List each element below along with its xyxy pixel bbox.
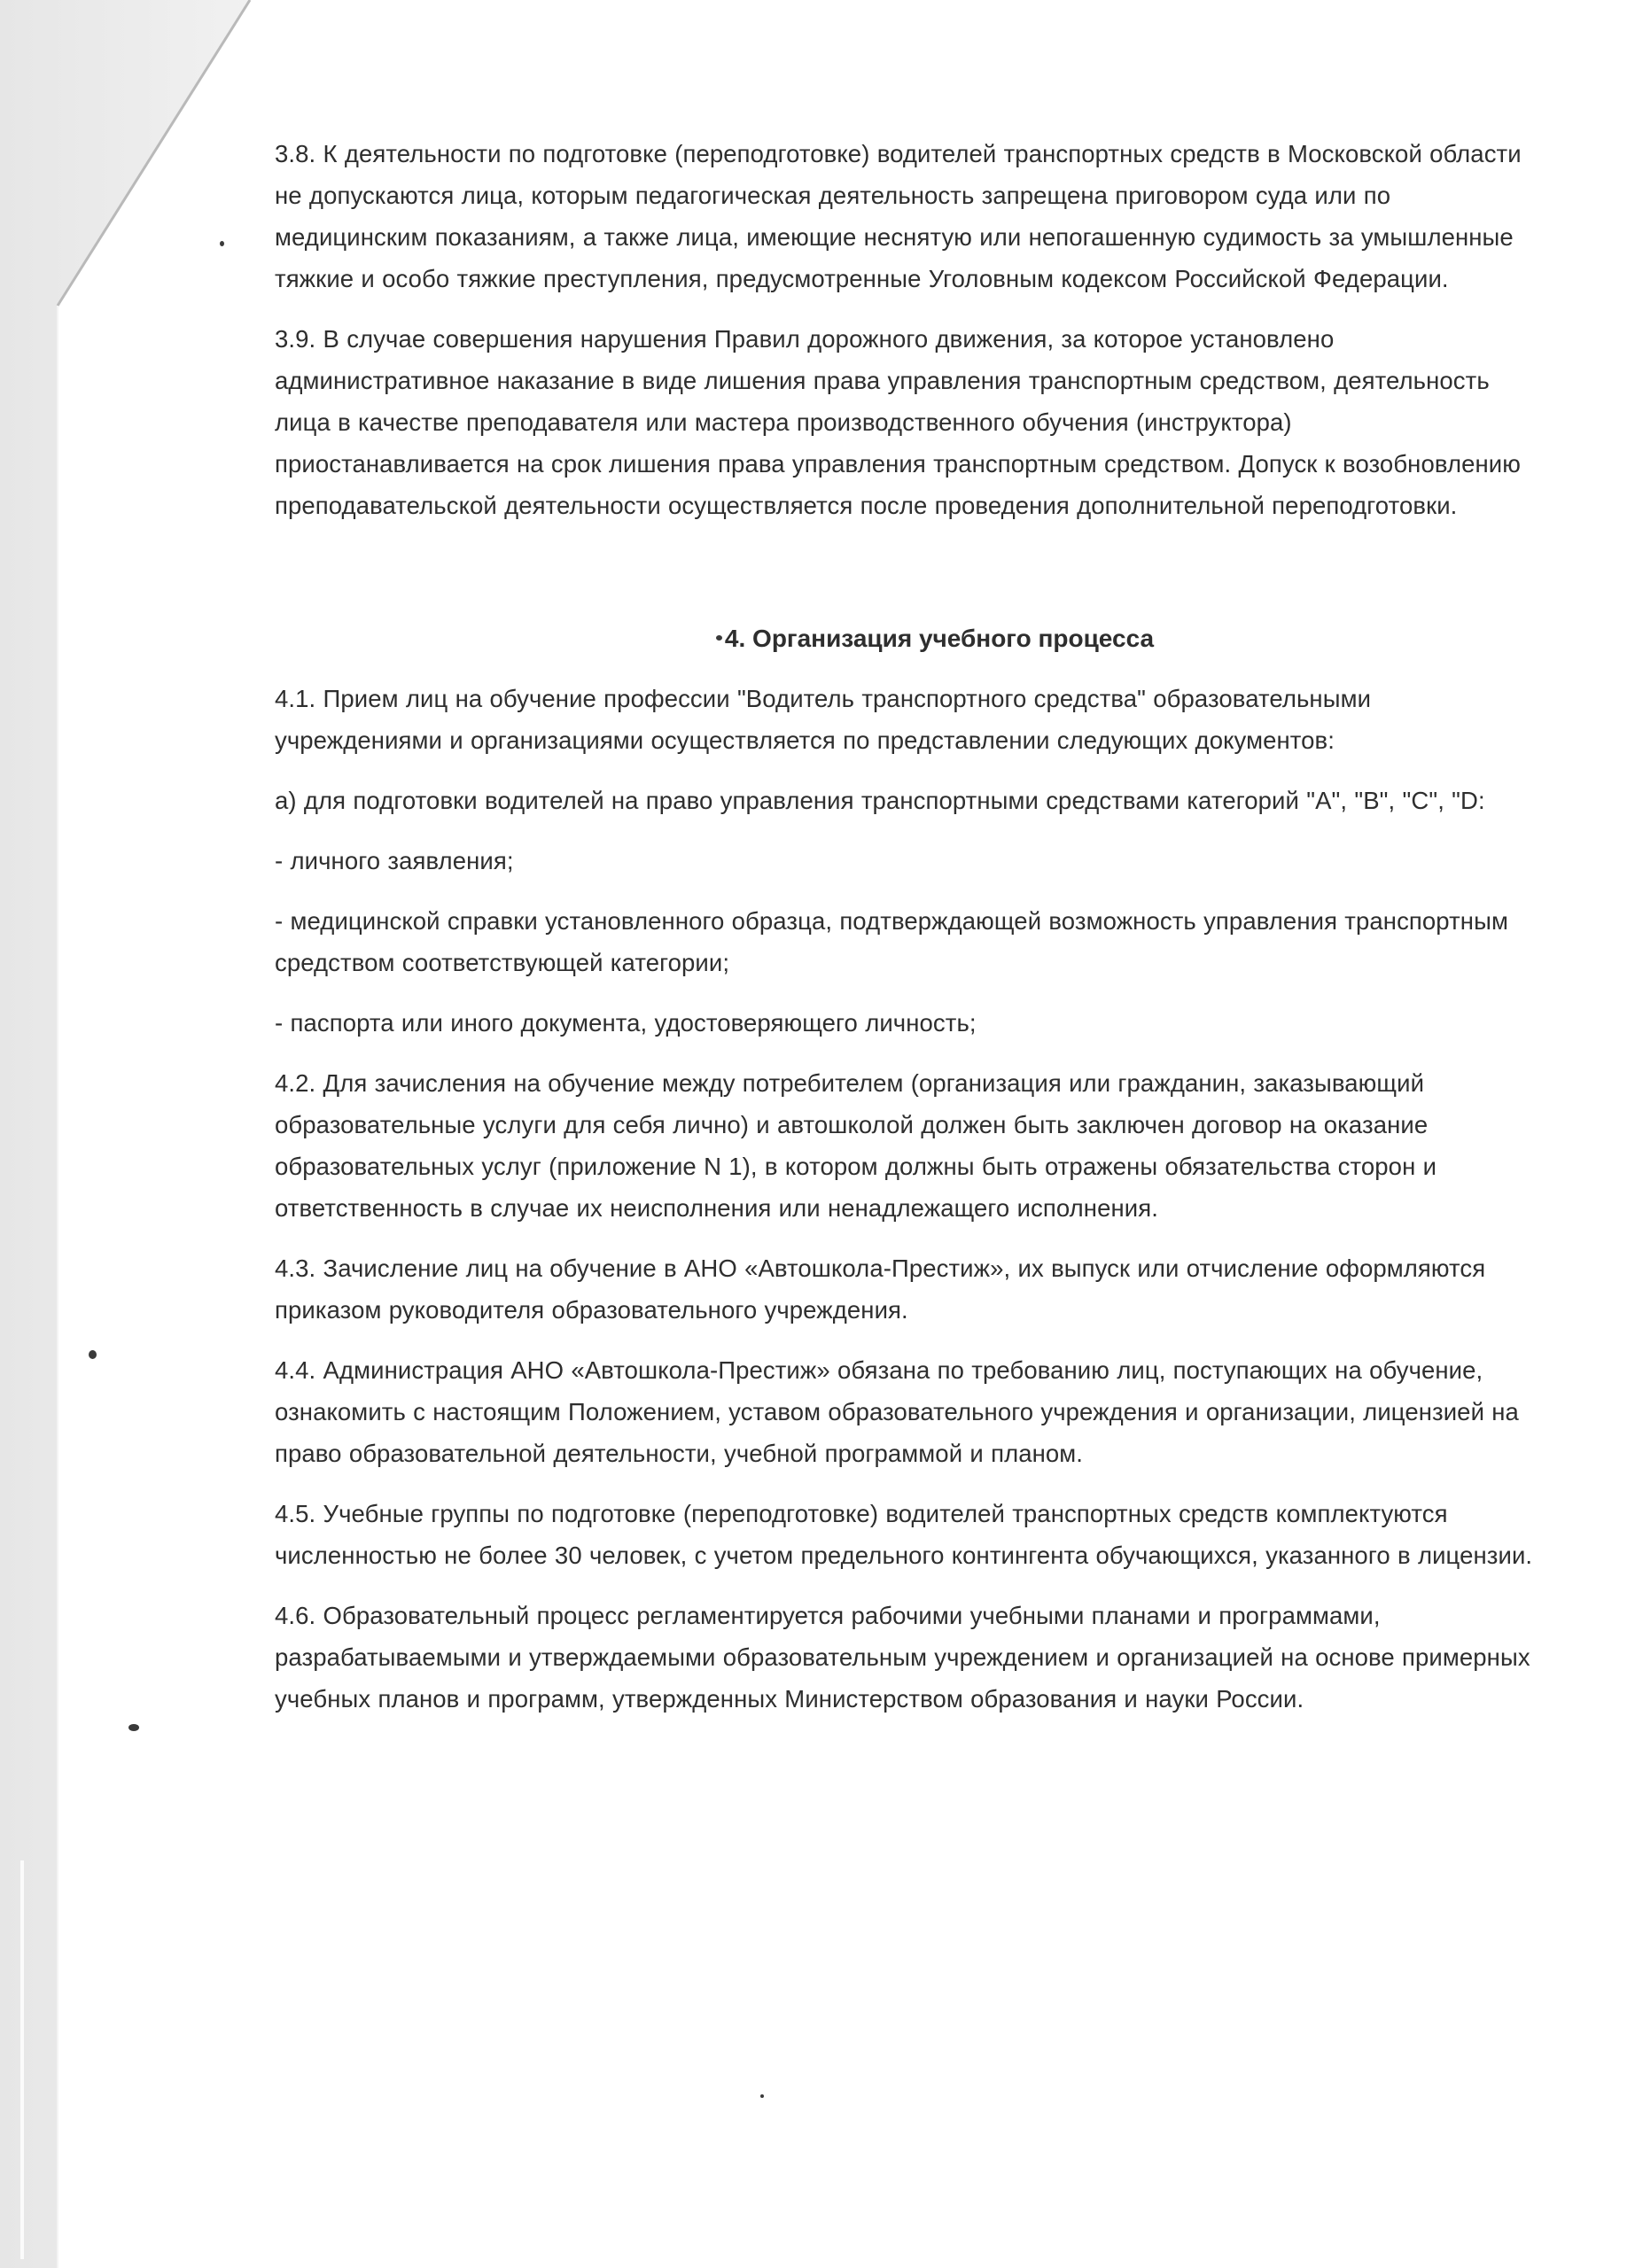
paragraph-4-6: 4.6. Образовательный процесс регламентируется рабочими учебными планами и программами, разрабатываемыми и утверждаемыми образовательным учреждением и организацией на основе примерных учебных планов и программ, утвержденных Министерством образования и науки России. <box>275 1602 1530 1713</box>
paragraph-4-2: 4.2. Для зачисления на обучение между потребителем (организация или гражданин, заказывающий образовательные услуги для себя лично) и автошколой должен быть заключен договор на оказание образовательных услуг (приложение N 1), в котором должны быть отражены обязательства сторон и ответственность в случае их неисполнения или ненадлежащего исполнения. <box>275 1069 1437 1222</box>
scan-speck <box>89 1350 97 1359</box>
list-item-application: - личного заявления; <box>275 847 514 874</box>
scan-speck <box>220 241 224 246</box>
document-page <box>275 133 1533 1738</box>
paragraph-3-9: 3.9. В случае совершения нарушения Правил дорожного движения, за которое установлено административное наказание в виде лишения права управления транспортным средством, деятельность лица в качестве преподавателя или мастера производственного обучения (инструктора) приостанавливается на срок лишения права управления транспортным средством. Допуск к возобновлению преподавательской деятельности осуществляется после проведения дополнительной переподготовки. <box>275 325 1521 519</box>
paragraph-4-4: 4.4. Администрация АНО «Автошкола-Престиж» обязана по требованию лиц, поступающих на обучение, ознакомить с настоящим Положением, уставом образовательного учреждения и организации, лицензией на право образовательной деятельности, учебной программой и планом. <box>275 1356 1519 1467</box>
section-4-heading: 4. Организация учебного процесса <box>724 625 1155 652</box>
paragraph-4-3: 4.3. Зачисление лиц на обучение в АНО «Автошкола-Престиж», их выпуск или отчисление оформляются приказом руководителя образовательного учреждения. <box>275 1254 1486 1324</box>
list-item-passport: - паспорта или иного документа, удостоверяющего личность; <box>275 1009 977 1037</box>
paragraph-4-5: 4.5. Учебные группы по подготовке (переподготовке) водителей транспортных средств комплектуются численностью не более 30 человек, с учетом предельного контингента обучающихся, указанного в лицензии. <box>275 1500 1533 1569</box>
scan-speck <box>128 1724 139 1731</box>
scan-speck <box>760 2094 764 2098</box>
paragraph-4-1: 4.1. Прием лиц на обучение профессии "Водитель транспортного средства" образовательными учреждениями и организациями осуществляется по представлении следующих документов: <box>275 685 1372 754</box>
list-item-medical-certificate: - медицинской справки установленного образца, подтверждающей возможность управления транспортным средством соответствующей категории; <box>275 907 1508 976</box>
paragraph-3-8: 3.8. К деятельности по подготовке (переподготовке) водителей транспортных средств в Московской области не допускаются лица, которым педагогическая деятельность запрещена приговором суда или по медицинским показаниям, а также лица, имеющие неснятую или непогашенную судимость за умышленные тяжкие и особо тяжкие преступления, предусмотренные Уголовным кодексом Российской Федерации. <box>275 140 1522 292</box>
paragraph-4-1-a: а) для подготовки водителей на право управления транспортными средствами категорий "A", "B", "C", "D: <box>275 787 1485 814</box>
